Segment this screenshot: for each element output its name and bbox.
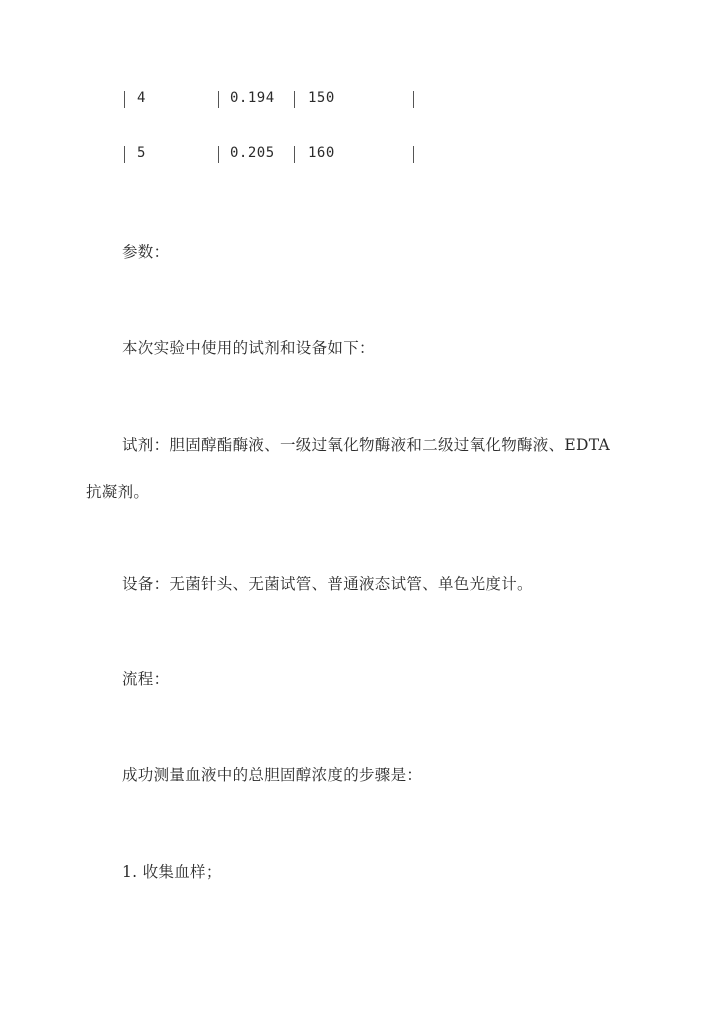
- column-divider: [218, 146, 219, 163]
- concentration-value: 160: [308, 145, 335, 161]
- reagents-paragraph-line1: 试剂：胆固醇酯酶液、一级过氧化物酶液和二级过氧化物酶液、EDTA: [122, 436, 611, 454]
- column-divider: [218, 91, 219, 108]
- equipment-paragraph: 设备：无菌针头、无菌试管、普通液态试管、单色光度计。: [122, 575, 533, 593]
- column-divider: [124, 146, 125, 163]
- sample-number: 5: [137, 145, 146, 161]
- process-heading: 流程：: [122, 670, 170, 688]
- absorbance-value: 0.194: [230, 90, 275, 106]
- column-divider: [124, 91, 125, 108]
- concentration-value: 150: [308, 90, 335, 106]
- table-row: [0, 143, 720, 167]
- sample-number: 4: [137, 90, 146, 106]
- step-1: 1. 收集血样；: [122, 863, 222, 881]
- column-divider: [294, 146, 295, 163]
- column-divider: [413, 146, 414, 163]
- table-row: [0, 88, 720, 112]
- column-divider: [413, 91, 414, 108]
- absorbance-value: 0.205: [230, 145, 275, 161]
- intro-paragraph: 本次实验中使用的试剂和设备如下：: [122, 339, 375, 357]
- params-heading: 参数：: [122, 243, 170, 261]
- column-divider: [294, 91, 295, 108]
- process-intro-paragraph: 成功测量血液中的总胆固醇浓度的步骤是：: [122, 766, 423, 784]
- reagents-paragraph-line2: 抗凝剂。: [86, 483, 150, 501]
